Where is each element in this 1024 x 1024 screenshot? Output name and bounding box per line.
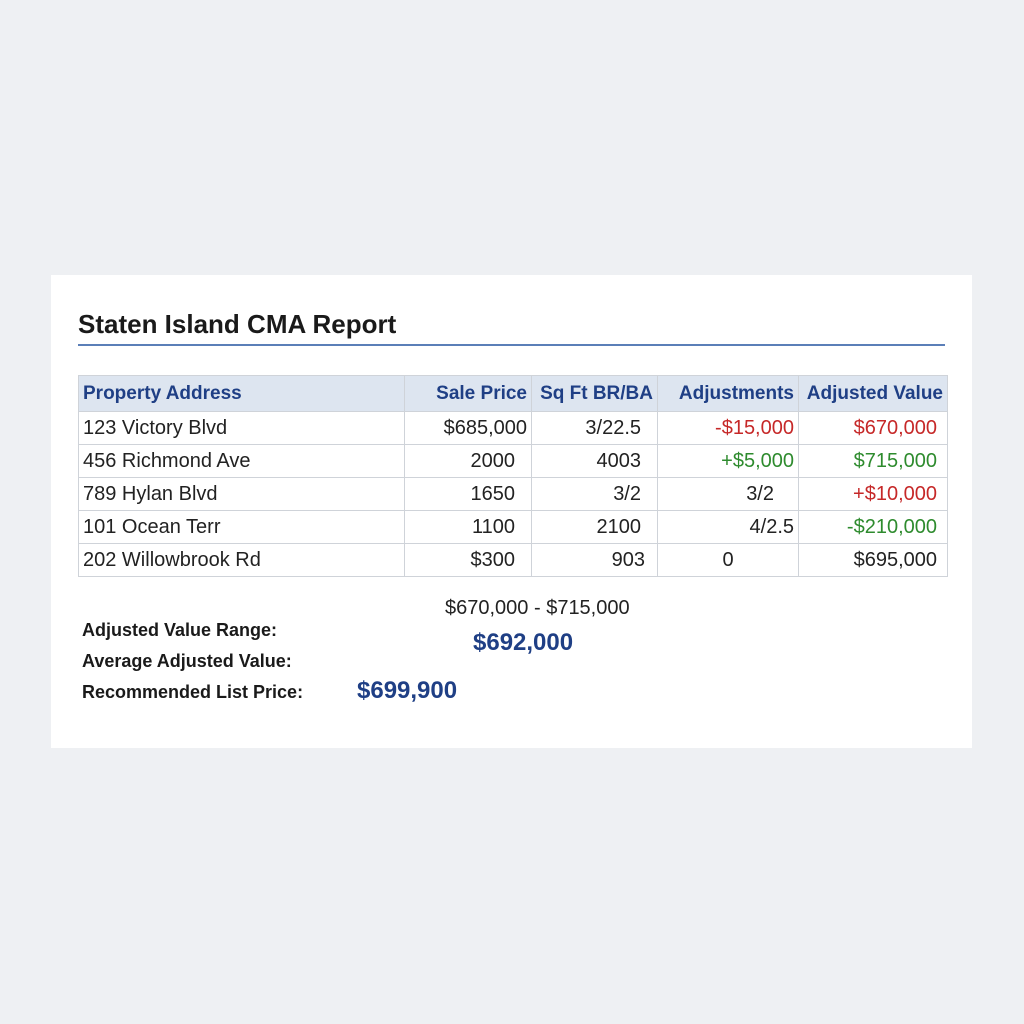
recommended-list-price: $699,900 (357, 677, 458, 704)
sale-price-cell: $685,000 (405, 412, 532, 445)
title-divider (78, 344, 945, 346)
table-row (79, 412, 948, 445)
table-row (79, 511, 948, 544)
sqft-cell: 903 (532, 544, 658, 577)
adjustments-cell: +$5,000 (658, 445, 799, 478)
adjusted-value-cell: $715,000 (799, 445, 948, 478)
table-row (79, 478, 948, 511)
column-header-sale-price: Sale Price (405, 376, 532, 412)
recommended-list-price-label: Recommended List Price: (82, 682, 304, 702)
adjusted-value-range-label: Adjusted Value Range: (82, 620, 278, 640)
column-header-adjustments: Adjustments (658, 376, 799, 412)
address-cell: 123 Victory Blvd (79, 412, 405, 445)
adjusted-value-cell: +$10,000 (799, 478, 948, 511)
address-cell: 456 Richmond Ave (79, 445, 405, 478)
comparables-table (78, 375, 948, 577)
report-title: Staten Island CMA Report (78, 309, 397, 339)
sale-price-cell: 1650 (405, 478, 532, 511)
sale-price-cell: 2000 (405, 445, 532, 478)
adjusted-value-cell: -$210,000 (799, 511, 948, 544)
cma-report-card (51, 275, 972, 748)
adjusted-value-range: $670,000 - $715,000 (445, 597, 630, 619)
adjustments-cell: -$15,000 (658, 412, 799, 445)
sqft-cell: 4003 (532, 445, 658, 478)
sqft-cell: 2100 (532, 511, 658, 544)
sqft-cell: 3/2 (532, 478, 658, 511)
adjusted-value-cell: $695,000 (799, 544, 948, 577)
column-header-sqft: Sq Ft BR/BA (532, 376, 658, 412)
average-adjusted-value-label: Average Adjusted Value: (82, 651, 292, 671)
column-header-address: Property Address (79, 376, 405, 412)
table-row (79, 445, 948, 478)
average-adjusted-value: $692,000 (473, 629, 574, 656)
address-cell: 101 Ocean Terr (79, 511, 405, 544)
table-row (79, 544, 948, 577)
adjustments-cell: 0 (658, 544, 799, 577)
sqft-cell: 3/22.5 (532, 412, 658, 445)
column-header-adjusted-value: Adjusted Value (799, 376, 948, 412)
adjustments-cell: 4/2.5 (658, 511, 799, 544)
adjusted-value-cell: $670,000 (799, 412, 948, 445)
adjustments-cell: 3/2 (658, 478, 799, 511)
sale-price-cell: $300 (405, 544, 532, 577)
table-header-row (79, 376, 948, 412)
address-cell: 789 Hylan Blvd (79, 478, 405, 511)
sale-price-cell: 1100 (405, 511, 532, 544)
address-cell: 202 Willowbrook Rd (79, 544, 405, 577)
